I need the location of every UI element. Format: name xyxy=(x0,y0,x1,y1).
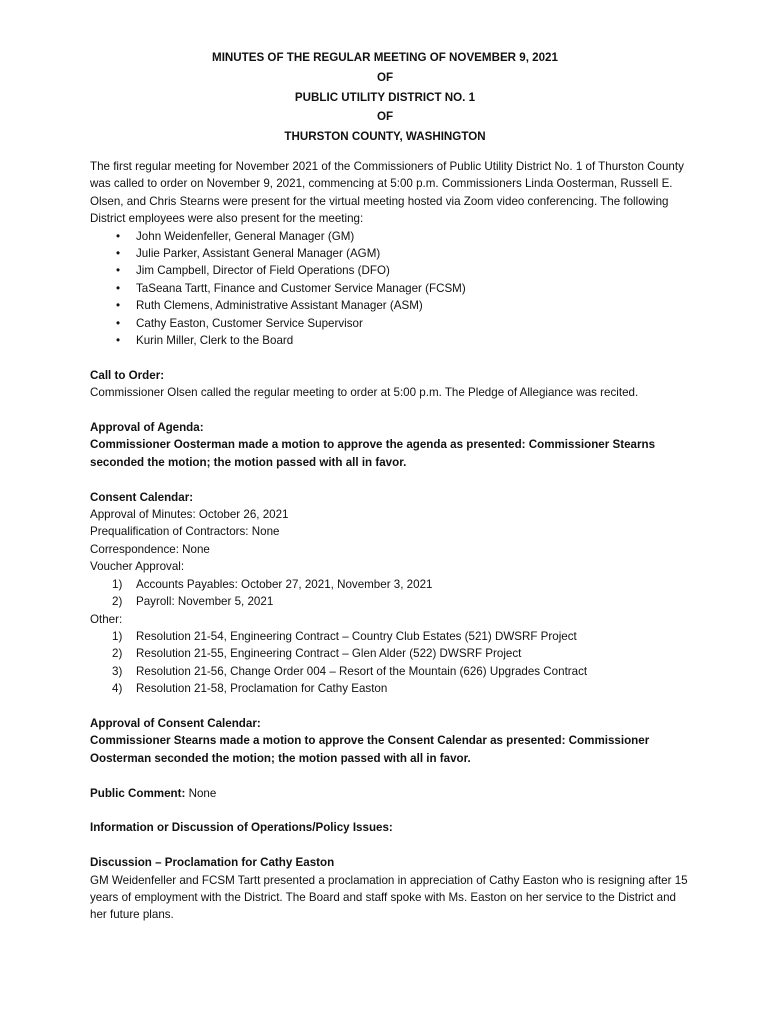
title-line-3: PUBLIC UTILITY DISTRICT NO. 1 xyxy=(294,90,476,104)
item-number: 1) xyxy=(112,577,123,591)
spacer xyxy=(90,402,690,419)
item-text: Resolution 21-54, Engineering Contract – Country Club Estates (521) DWSRF Project xyxy=(136,629,577,643)
prequalification: Prequalification of Contractors: None xyxy=(90,525,280,539)
intro-paragraph: The first regular meeting for November 2021 of the Commissioners of Public Utility District No. 1 of Thurston County was called to order on November 9, 2021, commencing at 5:00 p.m. Commissioners Linda Oosterman, Russell E. Olsen, and Chris Stearns were present for the virtual meeting hosted via Zoom video conferencing. The following District employees were also present for the meeting: xyxy=(90,160,684,226)
minutes-title xyxy=(0,48,770,147)
call-to-order-heading: Call to Order: xyxy=(90,368,165,382)
item-number: 2) xyxy=(112,647,123,661)
spacer xyxy=(90,837,690,854)
spacer xyxy=(90,698,690,715)
attendee-item: • John Weidenfeller, General Manager (GM) xyxy=(90,228,690,245)
title-line-2: OF xyxy=(376,70,394,84)
item-text: Resolution 21-56, Change Order 004 – Resort of the Mountain (626) Upgrades Contract xyxy=(136,664,588,678)
item-number: 2) xyxy=(112,595,123,609)
public-comment-value: None xyxy=(185,786,217,800)
spacer xyxy=(90,802,690,819)
item-number: 1) xyxy=(112,629,123,643)
title-line-4: OF xyxy=(376,110,394,124)
item-number: 4) xyxy=(112,682,123,696)
item-text: Accounts Payables: October 27, 2021, November 3, 2021 xyxy=(136,577,433,591)
approval-agenda-heading: Approval of Agenda: xyxy=(90,421,204,435)
attendee-item: • TaSeana Tartt, Finance and Customer Service Manager (FCSM) xyxy=(90,280,690,297)
minutes-body xyxy=(90,158,690,924)
title-line-5: THURSTON COUNTY, WASHINGTON xyxy=(284,130,486,144)
item-text: Resolution 21-58, Proclamation for Cathy Easton xyxy=(136,682,388,696)
attendee-list xyxy=(90,228,690,350)
other-item xyxy=(90,663,690,680)
attendee-item: • Kurin Miller, Clerk to the Board xyxy=(90,332,690,349)
attendee-item: • Cathy Easton, Customer Service Supervisor xyxy=(90,315,690,332)
call-to-order-text: Commissioner Olsen called the regular meeting to order at 5:00 p.m. The Pledge of Allegiance was recited. xyxy=(90,386,639,400)
consent-calendar-heading: Consent Calendar: xyxy=(90,490,194,504)
attendee-item: • Jim Campbell, Director of Field Operations (DFO) xyxy=(90,262,690,279)
approval-consent-heading: Approval of Consent Calendar: xyxy=(90,716,261,730)
other-item xyxy=(90,628,690,645)
title-line-1: MINUTES OF THE REGULAR MEETING OF NOVEMBER 9, 2021 xyxy=(212,51,558,64)
info-discussion-heading: Information or Discussion of Operations/Policy Issues: xyxy=(90,821,393,835)
attendee-item: • Ruth Clemens, Administrative Assistant Manager (ASM) xyxy=(90,297,690,314)
public-comment-label: Public Comment: xyxy=(90,786,186,800)
voucher-approval-label: Voucher Approval: xyxy=(90,560,185,574)
discussion-proclamation-heading: Discussion – Proclamation for Cathy Easton xyxy=(90,856,335,870)
approval-consent-motion: Commissioner Stearns made a motion to approve the Consent Calendar as presented: Commissioner Oosterman seconded the motion; the motion passed with all in favor. xyxy=(90,734,650,765)
spacer xyxy=(90,767,690,784)
public-comment xyxy=(90,785,690,802)
approval-of-minutes: Approval of Minutes: October 26, 2021 xyxy=(90,508,289,522)
attendee-item: • Julie Parker, Assistant General Manager (AGM) xyxy=(90,245,690,262)
voucher-list xyxy=(90,576,690,611)
approval-agenda-motion: Commissioner Oosterman made a motion to approve the agenda as presented: Commissioner Stearns seconded the motion; the motion passed with all in favor. xyxy=(90,438,656,469)
correspondence: Correspondence: None xyxy=(90,542,210,556)
other-label: Other: xyxy=(90,612,123,626)
spacer xyxy=(90,349,690,366)
other-item xyxy=(90,645,690,662)
item-number: 3) xyxy=(112,664,123,678)
voucher-item xyxy=(90,593,690,610)
item-text: Resolution 21-55, Engineering Contract – Glen Alder (522) DWSRF Project xyxy=(136,647,522,661)
other-list xyxy=(90,628,690,698)
item-text: Payroll: November 5, 2021 xyxy=(136,595,274,609)
discussion-proclamation-text: GM Weidenfeller and FCSM Tartt presented a proclamation in appreciation of Cathy Easton who is resigning after 15 years of employment with the District. The Board and staff spoke with Ms. Easton on her service to the District and her future plans. xyxy=(90,873,688,922)
voucher-item xyxy=(90,576,690,593)
other-item xyxy=(90,680,690,697)
spacer xyxy=(90,471,690,488)
